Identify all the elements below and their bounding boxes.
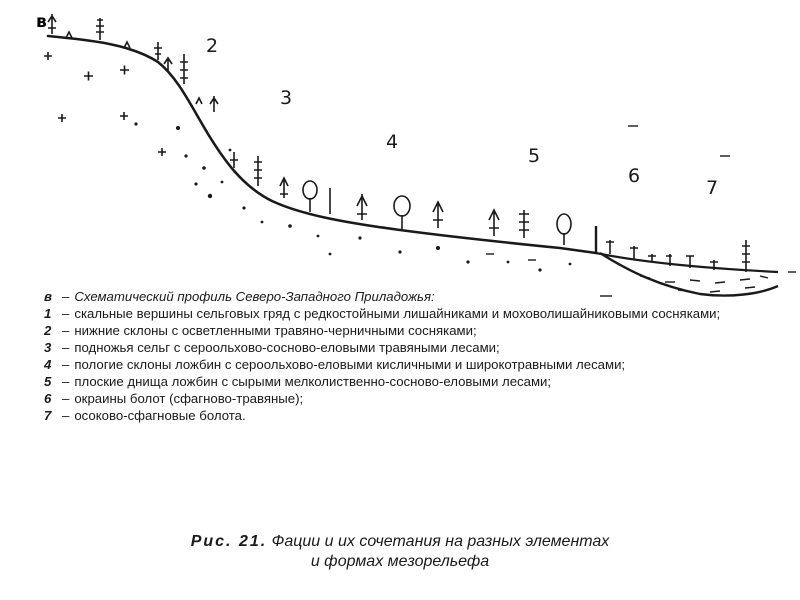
legend-heading-key: в: [44, 289, 52, 304]
diagram-corner-letter: в: [36, 12, 47, 32]
figure-caption: [140, 532, 660, 572]
zone-label-5: 5: [528, 145, 541, 167]
legend-heading: в – Схематический профиль Северо-Западного Приладожья:: [44, 288, 784, 305]
legend-item-6: 6 – окраины болот (сфагново-травяные);: [44, 390, 784, 407]
legend-item-text: скальные вершины сельговых гряд с редкостойными лишайниками и моховолишайниковыми сосняками;: [74, 306, 721, 321]
legend-item-text: подножья сельг с сероольхово-сосново-еловыми травяными лесами;: [74, 340, 500, 355]
sediment-dots: [134, 122, 571, 271]
legend-item-4: 4 – пологие склоны ложбин с сероольхово-еловыми кисличными и широкотравными лесами;: [44, 356, 784, 373]
legend-item-text: окраины болот (сфагново-травяные);: [74, 391, 304, 406]
legend-item-7: 7 – осоково-сфагновые болота.: [44, 407, 784, 424]
legend-item-key: 3: [44, 340, 52, 355]
caption-line-1: Фации и их сочетания на разных элементах: [271, 533, 610, 550]
legend-item-text: нижние склоны с осветленными травяно-черничными сосняками;: [74, 323, 477, 338]
legend-item-key: 4: [44, 357, 52, 372]
legend-item-key: 2: [44, 323, 52, 338]
legend-item-1: 1 – скальные вершины сельговых гряд с редкостойными лишайниками и моховолишайниковыми сосняками;: [44, 305, 784, 322]
legend-item-text: осоково-сфагновые болота.: [74, 408, 246, 423]
bedrock-crosses: [44, 52, 166, 156]
legend-heading-text: Схематический профиль Северо-Западного Приладожья:: [74, 289, 435, 304]
zone-label-7: 7: [706, 177, 719, 199]
legend-item-key: 7: [44, 408, 52, 423]
zone-labels: [206, 35, 718, 199]
legend-item-key: 1: [44, 306, 52, 321]
caption-line-2: и формах мезорельефа: [310, 553, 490, 570]
figure-label: Рис. 21.: [190, 533, 268, 550]
zone-label-4: 4: [386, 131, 399, 153]
vegetation-symbols: [48, 14, 750, 272]
legend-item-3: 3 – подножья сельг с сероольхово-сосново-еловыми травяными лесами;: [44, 339, 784, 356]
ground-profile-line: [48, 36, 596, 253]
legend-item-2: 2 – нижние склоны с осветленными травяно-черничными сосняками;: [44, 322, 784, 339]
zone-label-3: 3: [280, 87, 293, 109]
legend: [44, 288, 784, 424]
legend-item-text: плоские днища ложбин с сырыми мелколиственно-сосново-еловыми лесами;: [74, 374, 552, 389]
zone-label-6: 6: [628, 165, 641, 187]
zone-label-2: 2: [206, 35, 219, 57]
legend-item-key: 6: [44, 391, 52, 406]
legend-item-text: пологие склоны ложбин с сероольхово-еловыми кисличными и широкотравными лесами;: [74, 357, 626, 372]
legend-item-key: 5: [44, 374, 52, 389]
legend-item-5: 5 – плоские днища ложбин с сырыми мелколиственно-сосново-еловыми лесами;: [44, 373, 784, 390]
